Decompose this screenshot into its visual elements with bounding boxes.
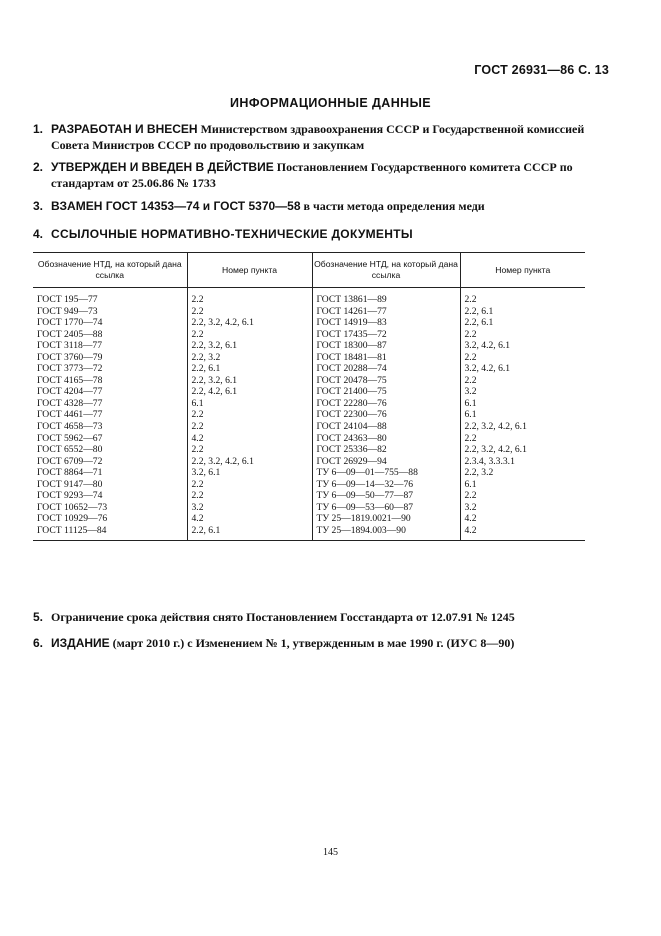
cell-ntd-left: ГОСТ 1770—74: [33, 317, 187, 329]
table-row: [33, 444, 585, 456]
table-row: [33, 386, 585, 398]
table-row: [33, 409, 585, 421]
cell-clause-left: 2.2, 6.1: [187, 525, 312, 541]
page-number: 145: [323, 847, 338, 858]
cell-clause-right: 4.2: [460, 525, 585, 541]
header-ntd-left: Обозначение НТД, на который дана ссылка: [33, 253, 187, 288]
table-row: [33, 398, 585, 410]
table-row: [33, 525, 585, 541]
cell-ntd-left: ГОСТ 5962—67: [33, 433, 187, 445]
section-title: ИНФОРМАЦИОННЫЕ ДАННЫЕ: [230, 96, 431, 110]
cell-clause-left: 2.2, 3.2, 6.1: [187, 340, 312, 352]
cell-ntd-left: ГОСТ 2405—88: [33, 329, 187, 341]
cell-clause-right: 2.2: [464, 432, 477, 444]
cell-clause-left: 2.2, 3.2, 6.1: [187, 375, 312, 387]
reference-table: [33, 252, 585, 541]
cell-ntd-left: ГОСТ 195—77: [33, 288, 187, 306]
item-number: 4.: [33, 227, 44, 241]
cell-ntd-right: ГОСТ 22280—76: [312, 398, 460, 410]
table-row: [33, 490, 585, 502]
item-text: Министерством здравоохранения СССР и Государственной комиссией Совета Министров СССР по продовольствию и закупкам: [51, 122, 585, 152]
item-lead: ВЗАМЕН ГОСТ 14353—74 и ГОСТ 5370—58: [51, 199, 301, 213]
table-row: [33, 421, 585, 433]
cell-clause-right: 2.2, 6.1: [464, 305, 494, 317]
cell-ntd-right: ГОСТ 24104—88: [312, 421, 460, 433]
cell-ntd-right: ГОСТ 26929—94: [312, 456, 460, 468]
info-item-2: [33, 160, 613, 191]
table-row: [33, 352, 585, 364]
cell-clause-right: 2.3.4, 3.3.3.1: [464, 455, 515, 467]
page-header: ГОСТ 26931—86 С. 13: [474, 63, 609, 77]
info-item-1: [33, 122, 613, 153]
cell-clause-right: 2.2: [464, 351, 477, 363]
cell-clause-right: 6.1: [464, 397, 477, 409]
item-number: 6.: [33, 636, 44, 650]
item-text: ССЫЛОЧНЫЕ НОРМАТИВНО-ТЕХНИЧЕСКИЕ ДОКУМЕНТЫ: [51, 227, 413, 241]
cell-clause-right: 2.2: [464, 374, 477, 386]
cell-ntd-right: ГОСТ 20478—75: [312, 375, 460, 387]
cell-ntd-right: ГОСТ 17435—72: [312, 329, 460, 341]
cell-ntd-left: ГОСТ 10652—73: [33, 502, 187, 514]
cell-clause-left: 2.2: [187, 421, 312, 433]
item-lead: ИЗДАНИЕ: [51, 636, 110, 650]
item-number: 5.: [33, 610, 44, 624]
cell-ntd-left: ГОСТ 4658—73: [33, 421, 187, 433]
table-row: [33, 363, 585, 375]
cell-ntd-right: ГОСТ 14261—77: [312, 306, 460, 318]
table-row: [33, 288, 585, 306]
cell-clause-right: 2.2: [464, 490, 477, 502]
cell-ntd-right: ТУ 25—1894.003—90: [312, 525, 460, 541]
table-row: [33, 479, 585, 491]
cell-clause-right: 4.2: [464, 513, 477, 525]
table-row: [33, 306, 585, 318]
cell-ntd-left: ГОСТ 4204—77: [33, 386, 187, 398]
cell-clause-left: 2.2: [187, 409, 312, 421]
cell-ntd-right: ГОСТ 21400—75: [312, 386, 460, 398]
cell-clause-left: 2.2, 6.1: [187, 363, 312, 375]
cell-clause-left: 2.2: [187, 479, 312, 491]
cell-clause-left: 4.2: [187, 513, 312, 525]
cell-clause-right: 2.2, 3.2: [464, 467, 494, 479]
cell-ntd-right: ГОСТ 24363—80: [312, 433, 460, 445]
cell-clause-left: 4.2: [187, 433, 312, 445]
cell-ntd-right: ТУ 6—09—14—32—76: [312, 479, 460, 491]
table-row: [33, 317, 585, 329]
table-row: [33, 502, 585, 514]
cell-clause-right: 3.2: [464, 386, 477, 398]
info-item-3: [33, 199, 613, 215]
header-clause-left: Номер пункта: [187, 253, 312, 288]
cell-clause-left: 3.2, 6.1: [187, 467, 312, 479]
cell-ntd-right: ГОСТ 13861—89: [312, 288, 460, 306]
table-body: [33, 288, 585, 541]
cell-clause-left: 2.2: [187, 444, 312, 456]
cell-clause-right: 2.2, 6.1: [464, 317, 494, 329]
header-clause-right: Номер пункта: [460, 253, 585, 288]
cell-clause-right: 2.2: [464, 328, 477, 340]
cell-clause-left: 2.2, 3.2, 4.2, 6.1: [187, 456, 312, 468]
cell-clause-right: 2.2: [464, 294, 477, 305]
cell-clause-left: 2.2: [187, 306, 312, 318]
cell-ntd-right: ТУ 6—09—01—755—88: [312, 467, 460, 479]
cell-ntd-left: ГОСТ 3760—79: [33, 352, 187, 364]
item-text: в части метода определения меди: [300, 199, 485, 213]
cell-ntd-left: ГОСТ 10929—76: [33, 513, 187, 525]
info-item-6: [33, 636, 613, 652]
cell-ntd-left: ГОСТ 6552—80: [33, 444, 187, 456]
cell-ntd-right: ГОСТ 20288—74: [312, 363, 460, 375]
item-text: Ограничение срока действия снято Постановлением Госстандарта от 12.07.91 № 1245: [51, 610, 515, 624]
item-text: Постановлением Государственного комитета СССР по стандартам от 25.06.86 № 1733: [51, 160, 573, 190]
cell-clause-left: 2.2: [187, 288, 312, 306]
cell-clause-left: 2.2: [187, 329, 312, 341]
cell-clause-right: 3.2, 4.2, 6.1: [464, 340, 511, 352]
cell-ntd-right: ТУ 6—09—53—60—87: [312, 502, 460, 514]
cell-clause-left: 2.2, 4.2, 6.1: [187, 386, 312, 398]
table-row: [33, 433, 585, 445]
cell-ntd-left: ГОСТ 3773—72: [33, 363, 187, 375]
item-number: 2.: [33, 160, 44, 174]
cell-ntd-left: ГОСТ 9147—80: [33, 479, 187, 491]
item-text: (март 2010 г.) с Изменением № 1, утвержденным в мае 1990 г. (ИУС 8—90): [109, 636, 515, 650]
cell-ntd-right: ГОСТ 25336—82: [312, 444, 460, 456]
cell-clause-left: 2.2, 3.2: [187, 352, 312, 364]
cell-clause-left: 2.2: [187, 490, 312, 502]
table-row: [33, 340, 585, 352]
info-item-4: [33, 227, 613, 243]
cell-clause-right: 6.1: [464, 409, 477, 421]
cell-clause-right: 3.2, 4.2, 6.1: [464, 363, 511, 375]
cell-clause-right: 2.2, 3.2, 4.2, 6.1: [464, 444, 527, 456]
cell-ntd-left: ГОСТ 6709—72: [33, 456, 187, 468]
cell-ntd-right: ГОСТ 14919—83: [312, 317, 460, 329]
cell-ntd-left: ГОСТ 4328—77: [33, 398, 187, 410]
item-lead: РАЗРАБОТАН И ВНЕСЕН: [51, 122, 198, 136]
item-number: 1.: [33, 122, 44, 136]
cell-ntd-right: ГОСТ 18300—87: [312, 340, 460, 352]
item-lead: УТВЕРЖДЕН И ВВЕДЕН В ДЕЙСТВИЕ: [51, 160, 274, 174]
cell-ntd-left: ГОСТ 8864—71: [33, 467, 187, 479]
table-row: [33, 513, 585, 525]
table-header-row: [33, 253, 585, 288]
cell-clause-right: 2.2, 3.2, 4.2, 6.1: [464, 421, 527, 433]
cell-ntd-right: ТУ 6—09—50—77—87: [312, 490, 460, 502]
table-row: [33, 467, 585, 479]
cell-clause-left: 3.2: [187, 502, 312, 514]
cell-ntd-right: ГОСТ 18481—81: [312, 352, 460, 364]
cell-ntd-left: ГОСТ 4461—77: [33, 409, 187, 421]
cell-clause-left: 6.1: [187, 398, 312, 410]
table-row: [33, 375, 585, 387]
cell-ntd-left: ГОСТ 949—73: [33, 306, 187, 318]
cell-ntd-left: ГОСТ 11125—84: [33, 525, 187, 541]
cell-ntd-left: ГОСТ 3118—77: [33, 340, 187, 352]
cell-ntd-right: ТУ 25—1819.0021—90: [312, 513, 460, 525]
cell-clause-right: 6.1: [464, 478, 477, 490]
header-ntd-right: Обозначение НТД, на который дана ссылка: [312, 253, 460, 288]
cell-ntd-right: ГОСТ 22300—76: [312, 409, 460, 421]
table-row: [33, 456, 585, 468]
cell-ntd-left: ГОСТ 4165—78: [33, 375, 187, 387]
cell-ntd-left: ГОСТ 9293—74: [33, 490, 187, 502]
item-number: 3.: [33, 199, 44, 213]
info-item-5: [33, 610, 613, 626]
cell-clause-left: 2.2, 3.2, 4.2, 6.1: [187, 317, 312, 329]
cell-clause-right: 3.2: [464, 501, 477, 513]
table-row: [33, 329, 585, 341]
